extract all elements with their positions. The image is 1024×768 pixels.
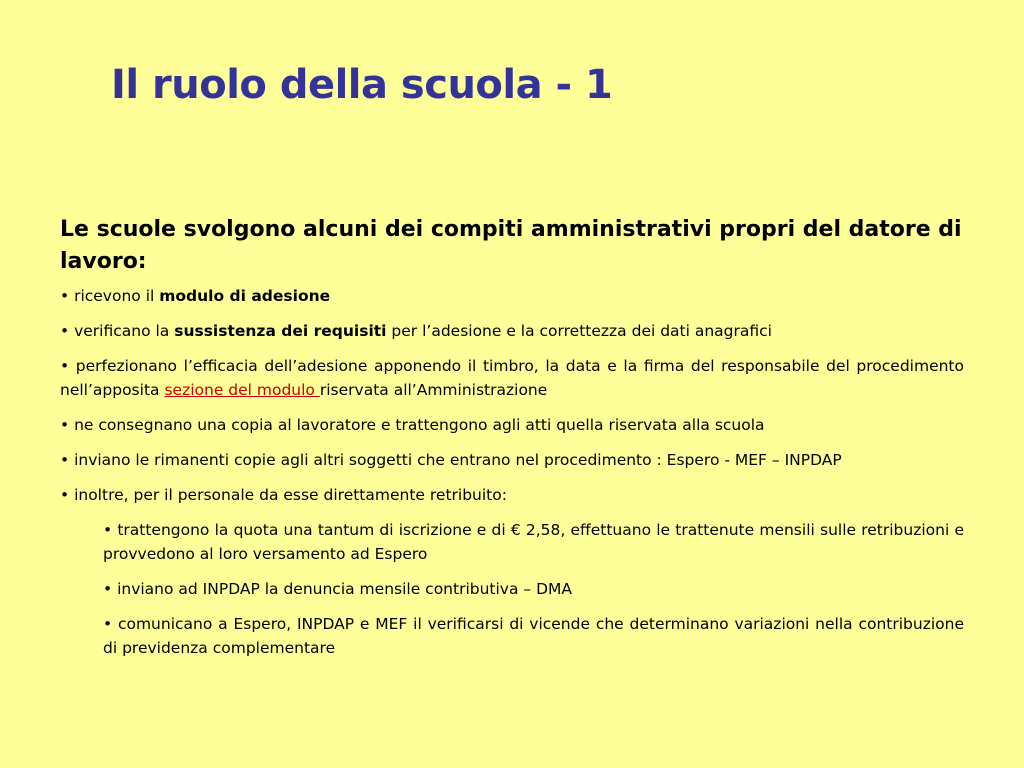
bullet-item	[60, 319, 964, 343]
slide-body	[60, 214, 964, 671]
sub-bullet-item: • trattengono la quota una tantum di iscrizione e di € 2,58, effettuano le trattenute mensili sulle retribuzioni e provvedono al loro versamento ad Espero	[103, 521, 964, 563]
bullet-text: • verificano la	[60, 322, 175, 340]
sub-bullet-item: • inviano ad INPDAP la denuncia mensile contributiva – DMA	[103, 580, 572, 598]
bold-text: sussistenza dei requisiti	[174, 322, 387, 340]
bold-text: modulo di adesione	[159, 287, 331, 305]
sub-bullet-item: • comunicano a Espero, INPDAP e MEF il verificarsi di vicende che determinano variazioni nella contribuzione di previdenza complementare	[103, 615, 964, 657]
bullet-item	[60, 284, 964, 308]
slide-title: Il ruolo della scuola - 1	[111, 62, 613, 108]
bullet-item: • inoltre, per il personale da esse direttamente retribuito:	[60, 486, 507, 504]
bullet-text: • ricevono il	[60, 287, 160, 305]
bullet-item: • inviano le rimanenti copie agli altri soggetti che entrano nel procedimento : Espero - MEF – INPDAP	[60, 451, 842, 469]
bullet-item: • ne consegnano una copia al lavoratore e trattengono agli atti quella riservata alla scuola	[60, 416, 765, 434]
intro-text: Le scuole svolgono alcuni dei compiti amministrativi propri del datore di lavoro:	[60, 217, 962, 274]
section-link[interactable]: sezione del modulo	[164, 381, 320, 399]
bullet-text: riservata all’Amministrazione	[319, 381, 548, 399]
bullet-text: • perfezionano l’efficacia dell’adesione apponendo il timbro, la data e la firma del responsabile del procedimento nell’apposita	[60, 357, 964, 399]
bullet-text: per l’adesione e la correttezza dei dati anagrafici	[386, 322, 772, 340]
bullet-item	[60, 354, 964, 402]
